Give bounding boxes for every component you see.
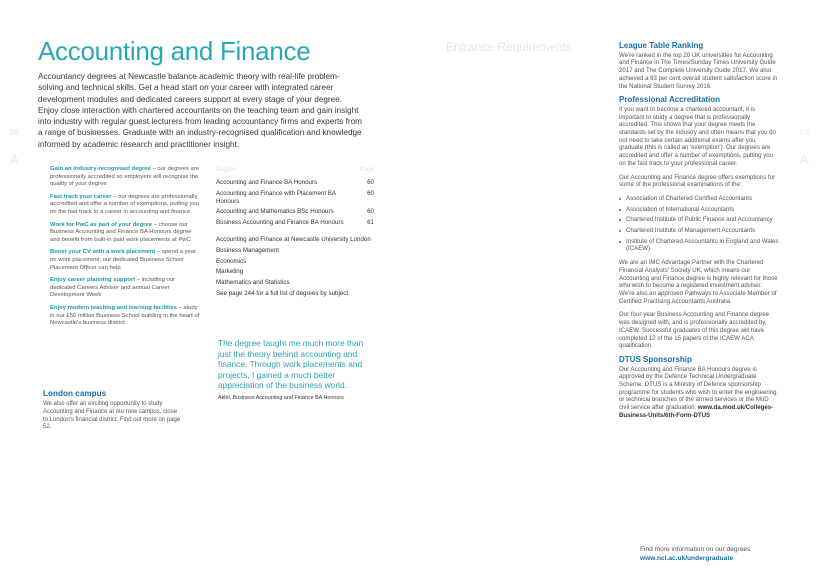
page-number-right: 59 <box>800 128 809 137</box>
list-item <box>50 277 200 300</box>
benefit-text: – study in our £50 million Business School building in the heart of Newcastle's business district <box>50 304 200 327</box>
degree-name: Accounting and Finance BA Honours <box>216 179 318 186</box>
benefit-heading: Enjoy modern teaching and learning facilities <box>50 304 178 311</box>
dtus-body: Our Accounting and Finance BA Honours degree is approved by the Defence Technical Undergraduate Scheme. DTUS is a Ministry of Defence sponsorship programme for students who wish to enter the engineering or technical branches of the armed services or the MoD civil service after graduation. <box>619 365 777 412</box>
degree-page: 60 <box>367 208 374 216</box>
professional-bodies-list <box>619 195 779 253</box>
right-column <box>619 42 779 426</box>
table-row <box>216 190 374 206</box>
page-number-left: 58 <box>10 128 19 137</box>
list-item: Chartered Institute of Management Accountants <box>619 227 779 235</box>
degree-list-note: See page 244 for a full list of degrees by subject. <box>216 289 350 297</box>
degree-name: Business Accounting and Finance BA Honours <box>216 219 344 227</box>
table-row <box>216 219 374 227</box>
faded-entrance-requirements <box>446 40 591 64</box>
list-item: Association of International Accountants <box>619 206 779 214</box>
student-quote: The degree taught me much more than just the theory behind accounting and finance. Through work placements and projects, I gained a much better appreciation of the business world. <box>218 338 364 390</box>
benefit-heading: Enjoy career planning support <box>50 277 136 284</box>
degree-page: 60 <box>367 179 374 186</box>
accreditation-paragraph: Our four-year Business Accounting and Finance degree was designed with, and is professionally accredited by, ICAEW. Successful graduates of this degree will have completed 12 of the 15 papers of the ICAEW ACA qualification. <box>619 311 770 350</box>
degree-column-header: Degree <box>216 166 237 173</box>
accreditation-paragraph: Our Accounting and Finance degree offers exemptions for some of the professional examinations of the: <box>619 173 776 189</box>
benefit-heading: Fast track your career <box>50 193 112 200</box>
footer <box>640 546 750 563</box>
benefit-heading: Work for PwC as part of your degree <box>50 221 153 228</box>
list-item: Association of Chartered Certified Accountants <box>619 195 779 203</box>
related-subject: Marketing <box>216 268 244 276</box>
benefit-text: – including our dedicated Careers Adviser and annual Career Development Week <box>50 277 176 299</box>
degree-page: 61 <box>367 219 374 227</box>
list-item: Institute of Chartered Accountants in England and Wales (ICAEW) <box>619 238 779 253</box>
related-subject: Accounting and Finance at Newcastle University London <box>216 235 371 243</box>
dtus-text <box>619 366 779 420</box>
page-title: Accounting and Finance <box>38 36 311 66</box>
benefit-heading: Boost your CV with a work placement <box>50 249 156 256</box>
list-item <box>50 222 200 245</box>
footer-text: Find more information on our degrees <box>640 546 751 553</box>
accreditation-paragraph: We are an IMC Advantage Partner with the Chartered Financial Analysts' Society UK, which means our Accounting and Finance degree is highly relevant for those who wish to become a registered investment adviser. We're also an approved Pathways to Associate Member of Certified Practising Accountants Australia. <box>619 259 778 305</box>
list-item <box>50 166 200 189</box>
degree-page: 60 <box>367 189 374 197</box>
benefit-text: – our degrees are professionally accredited so employers will recognise the quality of your degree <box>50 166 199 188</box>
degree-name: Accounting and Finance with Placement BA Honours <box>216 189 336 205</box>
entrance-requirements-heading: Entrance Requirements <box>446 40 573 54</box>
table-row <box>216 208 374 216</box>
benefits-list <box>50 166 200 333</box>
london-campus-text: We also offer an exciting opportunity to study Accounting and Finance at our new campus, close to London's financial district. Find out more on page 52. <box>43 401 181 431</box>
degree-table-header <box>216 166 374 173</box>
section-letter-left: A <box>10 152 19 167</box>
dtus-heading: DTUS Sponsorship <box>619 354 692 364</box>
related-subject: Business Management <box>216 246 279 254</box>
page-column-header: Page <box>359 166 374 173</box>
related-subject: Mathematics and Statistics <box>216 279 290 287</box>
dtus-link[interactable]: www.da.mod.uk/Colleges-Business-Units/6th-Form-DTUS <box>619 404 774 419</box>
related-subject: Economics <box>216 257 247 265</box>
league-table-heading: League Table Ranking <box>619 41 704 50</box>
league-table-text: We're ranked in the top 20 UK universities for Accounting and Finance in The Times/Sunday Times University Guide 2017 and The Complete University Guide 2017. We also achieved a 93 per cent overall student satisfaction score in the National Student Survey 2016. <box>619 51 778 90</box>
footer-link[interactable]: www.ncl.ac.uk/undergraduate <box>640 554 734 562</box>
degree-table <box>216 166 374 297</box>
benefit-text: – our degrees are professionally accredited and offer a number of exemptions, putting you on the fast track to a career in accounting and finance <box>50 193 199 215</box>
benefit-heading: Gain an industry-recognised degree <box>50 166 151 172</box>
list-item <box>50 305 200 328</box>
quote-attribution: Akhil, Business Accounting and Finance BA Honours <box>218 395 344 401</box>
benefit-text: – choose our Business Accounting and Finance BA Honours degree and benefit from built-in paid work placements at PwC <box>50 221 192 243</box>
degree-name: Accounting and Mathematics BSc Honours <box>216 208 334 216</box>
accreditation-heading: Professional Accreditation <box>619 95 721 105</box>
intro-paragraph: Accountancy degrees at Newcastle balance academic theory with real-life problem-solving and technical skills. Get a head start on your career with integrated career development modules and dedicated careers support at every stage of your degree. Enjoy close interaction with chartered accountants on the teaching team and gain insight into industry with regular guest lecturers from leading accountancy firms and experts from a range of businesses. Graduate with an industry-recognised qualification and knowledge informed by academic research and practitioner insight. <box>38 72 363 149</box>
london-campus-heading: London campus <box>43 389 107 398</box>
list-item <box>50 194 200 217</box>
section-letter-right: A <box>800 152 809 167</box>
benefit-text: – spend a year on work placement; our dedicated Business School Placement Officer can help <box>50 249 197 271</box>
accreditation-paragraph: If you want to become a chartered accountant, it is important to study a degree that is professionally accredited. This shows that your degree meets the standards set by the industry and often means that you do not need to take certain additional exams after you graduate (this is called an 'exemption'). Our degrees are accredited and offer a number of exemptions, putting you on the fast track to your professional career. <box>619 105 776 167</box>
table-row <box>216 179 374 187</box>
list-item: Chartered Institute of Public Finance and Accountancy <box>619 216 779 224</box>
list-item <box>50 249 200 272</box>
